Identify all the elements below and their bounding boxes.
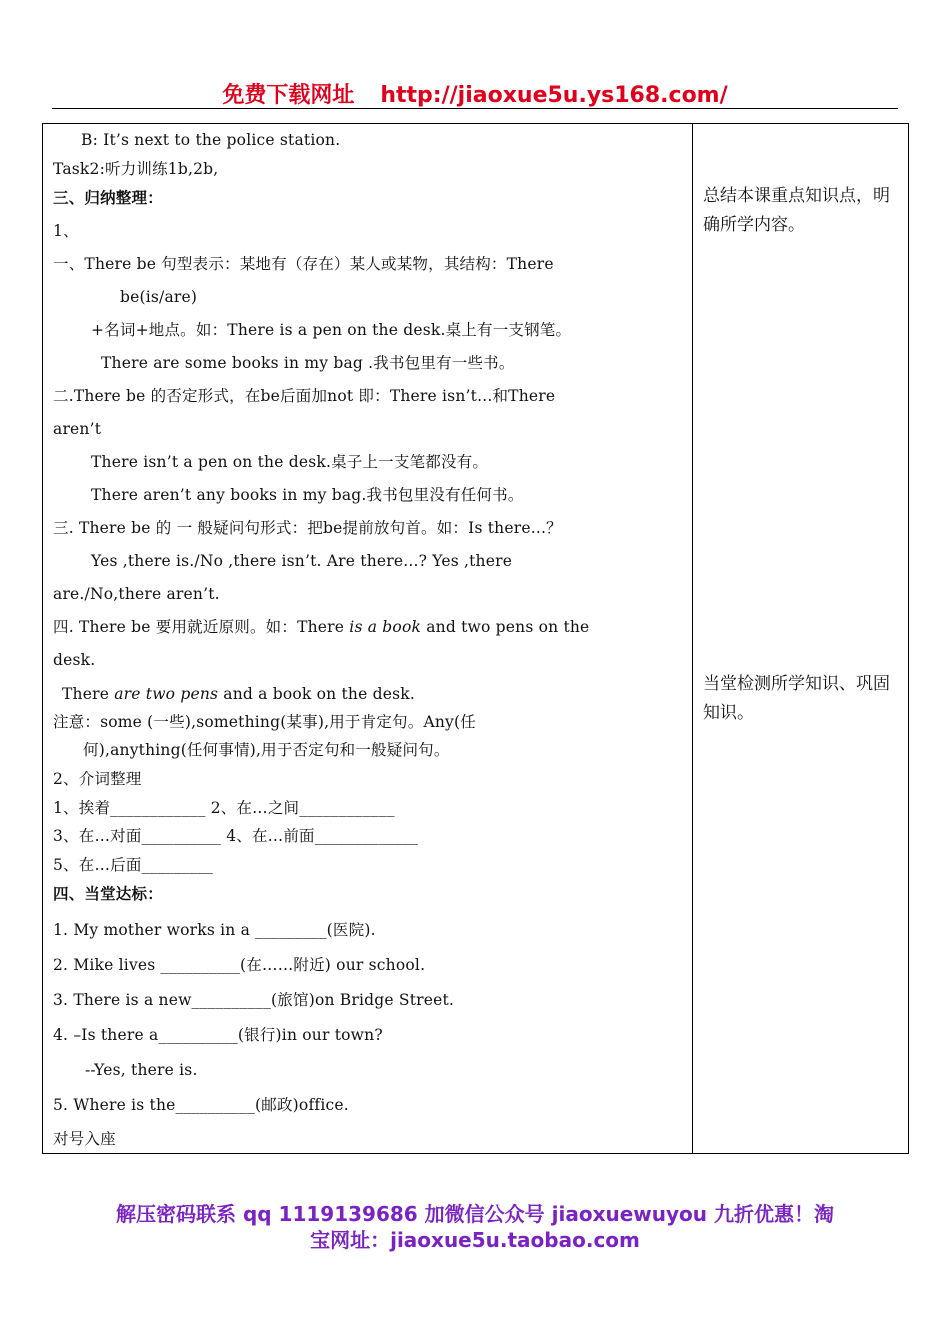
rule-4-line-c: There are two pens and a book on the desk. <box>62 685 415 703</box>
exercise-4-answer: --Yes, there is. <box>85 1061 198 1079</box>
section-4-heading: 四、当堂达标： <box>53 885 163 903</box>
rule-2-line-a: 二.There be 的否定形式，在be后面加not 即：There isn’t...和There <box>53 387 556 405</box>
rule-2-line-b: aren’t <box>53 420 102 438</box>
rule-4-line-b: desk. <box>53 651 96 669</box>
closing-line: 对号入座 <box>53 1130 116 1148</box>
rule-3-line-b: Yes ,there is./No ,there isn’t. Are there...? Yes ,there <box>91 552 513 570</box>
note-summary: 总结本课重点知识点，明确所学内容。 <box>703 186 890 235</box>
section-3-heading: 三、归纳整理： <box>53 189 163 207</box>
line-b-dialog: B: It’s next to the police station. <box>81 131 341 149</box>
rule-1-line-a: 一、There be 句型表示：某地有（存在）某人或某物，其结构：There <box>53 255 554 273</box>
header-label: 免费下载网址 <box>222 83 355 108</box>
rule-2-line-c: There isn’t a pen on the desk.桌子上一支笔都没有。 <box>91 453 489 471</box>
rule-1-line-d: There are some books in my bag .我书包里有一些书。 <box>101 354 515 372</box>
prep-row-1: 1、挨着____________ 2、在…之间____________ <box>53 799 395 817</box>
line-task2: Task2:听力训练1b,2b, <box>53 160 219 178</box>
exercise-2: 2. Mike lives __________(在……附近) our school. <box>53 956 426 974</box>
rule-3-line-c: are./No,there aren’t. <box>53 585 220 603</box>
note-line-1: 注意：some (一些),something(某事),用于肯定句。Any(任 <box>53 713 476 731</box>
exercise-1: 1. My mother works in a _________(医院). <box>53 921 376 939</box>
exercise-3: 3. There is a new__________(旅馆)on Bridge Street. <box>53 991 455 1009</box>
content-cell <box>43 124 693 1154</box>
header-rule <box>52 108 898 109</box>
rule-1-line-b: be(is/are) <box>120 288 198 306</box>
rule-1-line-c: +名词+地点。如：There is a pen on the desk.桌上有一支钢笔。 <box>91 321 572 339</box>
prep-row-3: 5、在…后面_________ <box>53 856 214 874</box>
rule-2-line-d: There aren’t any books in my bag.我书包里没有任何书。 <box>91 486 524 504</box>
lesson-table <box>42 123 909 1154</box>
note-check: 当堂检测所学知识、巩固知识。 <box>703 674 890 723</box>
note-line-2: 何),anything(任何事情),用于否定句和一般疑问句。 <box>83 741 450 759</box>
footer-line-2: 宝网址：jiaoxue5u.taobao.com <box>310 1228 640 1252</box>
prep-row-2: 3、在…对面__________ 4、在…前面_____________ <box>53 827 419 845</box>
exercise-4: 4. –Is there a__________(银行)in our town? <box>53 1026 383 1044</box>
header-url[interactable]: http://jiaoxue5u.ys168.com/ <box>380 83 728 108</box>
footer-line-1: 解压密码联系 qq 1119139686 加微信公众号 jiaoxuewuyou 九折优惠！淘 <box>116 1202 834 1226</box>
exercise-5: 5. Where is the__________(邮政)office. <box>53 1096 349 1114</box>
rule-4-line-a: 四. There be 要用就近原则。如：There is a book and two pens on the <box>53 618 590 636</box>
item-2: 2、介词整理 <box>53 770 142 788</box>
item-1: 1、 <box>53 222 79 240</box>
rule-3-line-a: 三. There be 的 一 般疑问句形式：把be提前放句首。如：Is there...？ <box>53 519 562 537</box>
notes-cell <box>693 124 909 1154</box>
page-header <box>0 78 950 109</box>
